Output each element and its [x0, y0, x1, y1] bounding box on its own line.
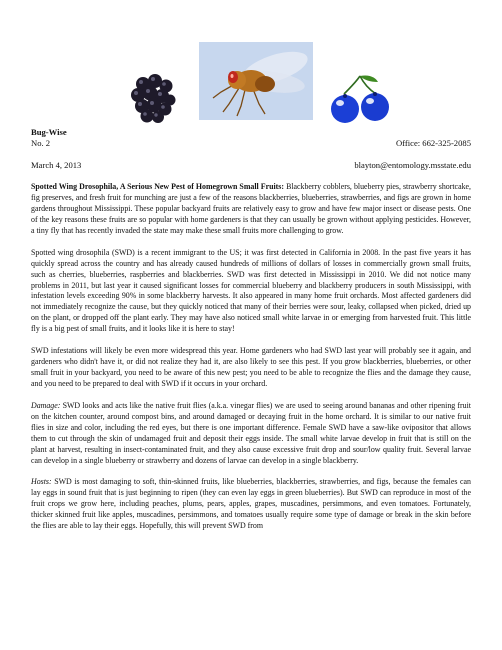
- issue-row: [31, 138, 471, 149]
- article-paragraph-background: Spotted wing drosophila (SWD) is a recent immigrant to the US; it was first detected in California in 2008. In the past five years it has quickly spread across the country and has already caused hundreds of millions of dollars of losses in commercially grown small fruits, such as cherries, blueberries, raspberries and blackberries. SWD was first detected in Mississippi in 2010. We did not notice many problems in 2011, but last year it caused significant losses for commercial blueberry and blackberry producers in south Mississippi, with infestation levels exceeding 90% in some blackberry harvests. It also appeared in many home fruit orchards. Most affected gardeners did not immediately recognize the cause, but they quickly noticed that many of their berries were sour, leaky, collapsed when picked, dried up on the plant, or dropped off the plant early. They may have also noticed small white larvae in or emerging from harvested fruit. This little fly is a big pest of small fruits, and it looks like it is here to stay!: [31, 247, 471, 334]
- hosts-text: SWD is most damaging to soft, thin-skinned fruits, like blueberries, blackberries, strawberries, and figs, because the females can lay eggs in sound fruit that is just beginning to ripen (they can even lay eggs in green blueberries). But SWD can reproduce in most of the fruit crops we grow here, including peaches, plums, pears, apples, grapes, muscadines, persimmons, and even tomatoes. Fortunately, thicker skinned fruit like apples, muscadines, persimmons, and tomatoes usually require some type of damage or break in the skin before the flies are able to lay their eggs. Hopefully, this will prevent SWD from: [31, 477, 471, 531]
- blueberry-illustration: [330, 72, 392, 128]
- office-phone: Office: 662-325-2085: [395, 138, 471, 148]
- damage-label: Damage:: [31, 400, 61, 410]
- hosts-label: Hosts:: [31, 477, 52, 487]
- article-paragraph-outlook: SWD infestations will likely be even more widespread this year. Home gardeners who had SWD last year will probably see it again, and gardeners who didn't have it, or did not realize they had it, are also likely to see this pest. If you grow blackberries, blueberries, or other small fruit in your backyard, you need to be aware of this new pest; you need to be able to recognize the flies and the damage they cause, and you need to be prepared to deal with SWD if it occurs in your orchard.: [31, 346, 471, 389]
- issue-date: March 4, 2013: [31, 160, 82, 170]
- damage-text: SWD looks and acts like the native fruit flies (a.k.a. vinegar flies) we are used to seeing around bananas and other ripening fruit on the kitchen counter, around compost bins, and around damaged or decaying fruit in the home orchard. It is similar to our native fruit flies in size and color, including the red eyes, but there is one important difference. Female SWD have a saw-like ovipositor that allows them to cut through the skin of undamaged fruit and deposit their eggs inside. The small white larvae develop in fruit that is still on the plant at harvest, resulting in insect-contaminated fruit, and they also cause excessive fruit drop and sour/low quality fruit. Several larvae can develop in a single blueberry or strawberry and dozens of larvae can develop in a single blackberry.: [31, 400, 471, 465]
- article-paragraph-hosts: [31, 477, 471, 532]
- article-paragraph-damage: [31, 401, 471, 467]
- newsletter-title: Bug-Wise: [31, 127, 67, 137]
- newsletter-title-row: [31, 127, 471, 138]
- article-paragraph-intro: [31, 182, 471, 237]
- author-email: blayton@entomology.msstate.edu: [354, 160, 471, 170]
- intro-text: Blackberry cobblers, blueberry pies, strawberry shortcake, fig preserves, and fresh fruit for munching are just a few of the reasons blackberries, blueberries, strawberries, and figs are grown in home gardens throughout Mississippi. These popular backyard fruits are relatively easy to grow and have few major insect or disease pests. One of the key reasons these fruits are so popular with home gardeners is that they can usually be grown without applying pesticides. However, a tiny fly that has recently invaded the state may make these small fruits more challenging to grow.: [31, 182, 471, 235]
- fruit-fly-photo: [199, 42, 313, 120]
- issue-number: No. 2: [31, 138, 51, 148]
- article-title: Spotted Wing Drosophila, A Serious New Pest of Homegrown Small Fruits:: [31, 182, 285, 191]
- article-body: [31, 182, 471, 543]
- date-row: [31, 160, 471, 171]
- blackberry-illustration: [128, 70, 178, 126]
